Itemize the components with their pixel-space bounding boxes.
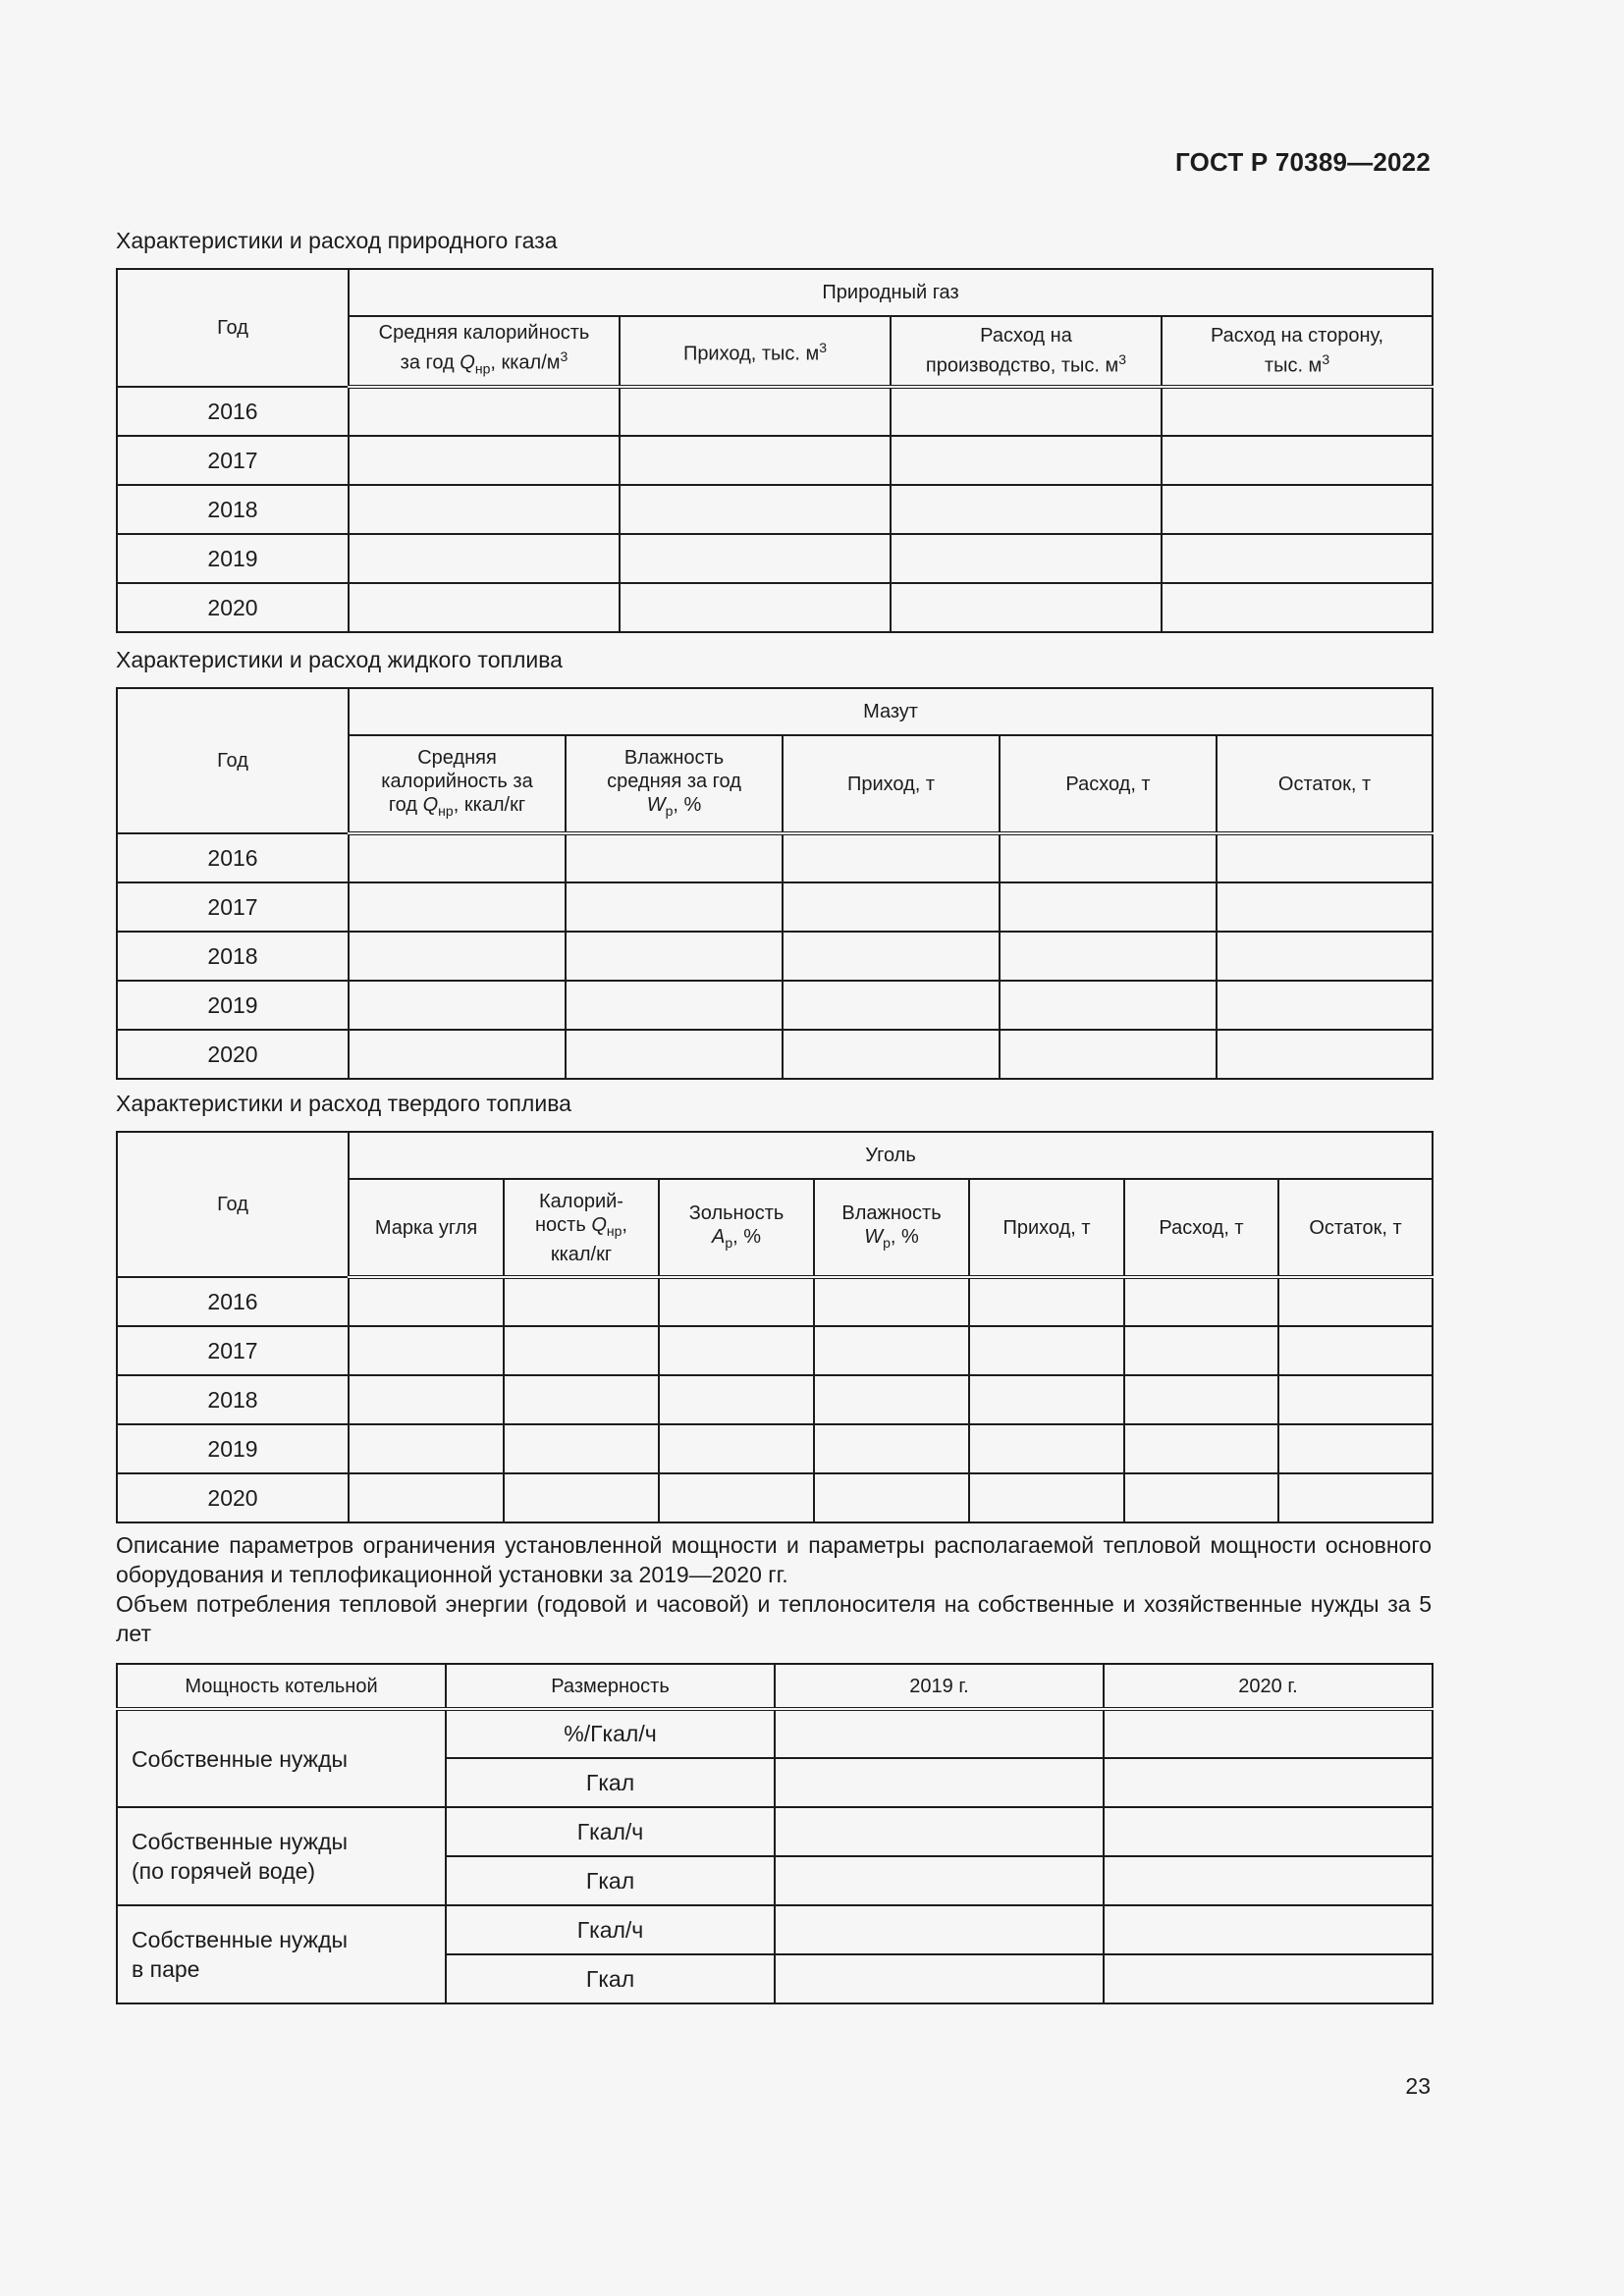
consumption-paragraph: Объем потребления тепловой энергии (годовой и часовой) и теплоносителя на собственные и хозяйственные нужды за 5 лет: [116, 1591, 1432, 1646]
coal-grade-header: Марка угля: [349, 1179, 504, 1277]
year-cell: 2019: [117, 1424, 349, 1473]
table-row: [117, 981, 1433, 1030]
table-row: [117, 387, 1433, 436]
year-cell: 2019: [117, 534, 349, 583]
unit-cell: Гкал: [446, 1758, 775, 1807]
own-needs-table: [116, 1663, 1434, 2004]
table-row: [117, 534, 1433, 583]
table-row: [117, 583, 1433, 632]
dimension-header: Размерность: [446, 1664, 775, 1709]
year-cell: 2020: [117, 583, 349, 632]
unit-cell: Гкал/ч: [446, 1807, 775, 1856]
year-cell: 2017: [117, 436, 349, 485]
own-needs-hot-water-label: Собственные нужды (по горячей воде): [117, 1807, 446, 1905]
year-header: Год: [117, 1132, 349, 1277]
solid-table-caption: Характеристики и расход твердого топлива: [116, 1091, 571, 1116]
table-row: [117, 1709, 1433, 1758]
liquid-moisture-header: Влажность средняя за год $W_р$, %: [566, 735, 783, 833]
year-2020-header: 2020 г.: [1104, 1664, 1433, 1709]
year-cell: 2020: [117, 1030, 349, 1079]
solid-group-header: Уголь: [349, 1132, 1433, 1179]
document-code: ГОСТ Р 70389—2022: [1175, 147, 1431, 177]
table-row: [117, 1326, 1433, 1375]
year-cell: 2016: [117, 1277, 349, 1326]
coal-moisture-header: Влажность $W_р$, %: [814, 1179, 969, 1277]
table-row: [117, 1473, 1433, 1522]
year-cell: 2017: [117, 1326, 349, 1375]
unit-cell: Гкал: [446, 1954, 775, 2003]
gas-table-caption: Характеристики и расход природного газа: [116, 228, 558, 253]
own-needs-label: Собственные нужды: [117, 1709, 446, 1807]
year-header: Год: [117, 269, 349, 387]
gas-group-header: Природный газ: [349, 269, 1433, 316]
gas-income-header: Приход, тыс. $м^3$: [620, 316, 891, 387]
coal-consumption-header: Расход, т: [1124, 1179, 1278, 1277]
liquid-calorific-header: Средняя калорийность за год $Q_{нр}$, ккал/кг: [349, 735, 566, 833]
page-number: 23: [1405, 2073, 1431, 2099]
liquid-table-caption: Характеристики и расход жидкого топлива: [116, 647, 563, 672]
table-row: [117, 1030, 1433, 1079]
table-row: [117, 932, 1433, 981]
table-row: [117, 1807, 1433, 1856]
table-row: [117, 436, 1433, 485]
gas-calorific-header: Средняя калорийность за год $Q_{нр}$, ккал/$м^3$: [349, 316, 620, 387]
liquid-table: [116, 687, 1434, 1080]
liquid-remainder-header: Остаток, т: [1217, 735, 1433, 833]
solid-table: [116, 1131, 1434, 1523]
unit-cell: %/Гкал/ч: [446, 1709, 775, 1758]
description-paragraph: Описание параметров ограничения установленной мощности и параметры располагаемой тепловой мощности основного оборудования и теплофикационной установки за 2019—2020 гг.: [116, 1532, 1432, 1587]
liquid-consumption-header: Расход, т: [1000, 735, 1217, 833]
liquid-group-header: Мазут: [349, 688, 1433, 735]
gas-table: [116, 268, 1434, 633]
coal-calorific-header: Калорий- ность $Q_{нр}$, ккал/кг: [504, 1179, 659, 1277]
table-row: [117, 1277, 1433, 1326]
year-cell: 2019: [117, 981, 349, 1030]
boiler-capacity-header: Мощность котельной: [117, 1664, 446, 1709]
year-cell: 2018: [117, 485, 349, 534]
coal-income-header: Приход, т: [969, 1179, 1124, 1277]
table-row: [117, 882, 1433, 932]
gas-outside-header: Расход на сторону, тыс. $м^3$: [1162, 316, 1433, 387]
table-row: [117, 485, 1433, 534]
year-header: Год: [117, 688, 349, 833]
year-2019-header: 2019 г.: [775, 1664, 1104, 1709]
year-cell: 2018: [117, 1375, 349, 1424]
table-row: [117, 1375, 1433, 1424]
year-cell: 2020: [117, 1473, 349, 1522]
year-cell: 2016: [117, 387, 349, 436]
table-row: [117, 1905, 1433, 1954]
year-cell: 2016: [117, 833, 349, 882]
unit-cell: Гкал/ч: [446, 1905, 775, 1954]
liquid-income-header: Приход, т: [783, 735, 1000, 833]
table-row: [117, 1424, 1433, 1473]
table-row: [117, 833, 1433, 882]
gas-production-header: Расход на производство, тыс. $м^3$: [891, 316, 1162, 387]
year-cell: 2018: [117, 932, 349, 981]
year-cell: 2017: [117, 882, 349, 932]
own-needs-steam-label: Собственные нужды в паре: [117, 1905, 446, 2003]
coal-remainder-header: Остаток, т: [1278, 1179, 1433, 1277]
unit-cell: Гкал: [446, 1856, 775, 1905]
coal-ash-header: Зольность $A_р$, %: [659, 1179, 814, 1277]
